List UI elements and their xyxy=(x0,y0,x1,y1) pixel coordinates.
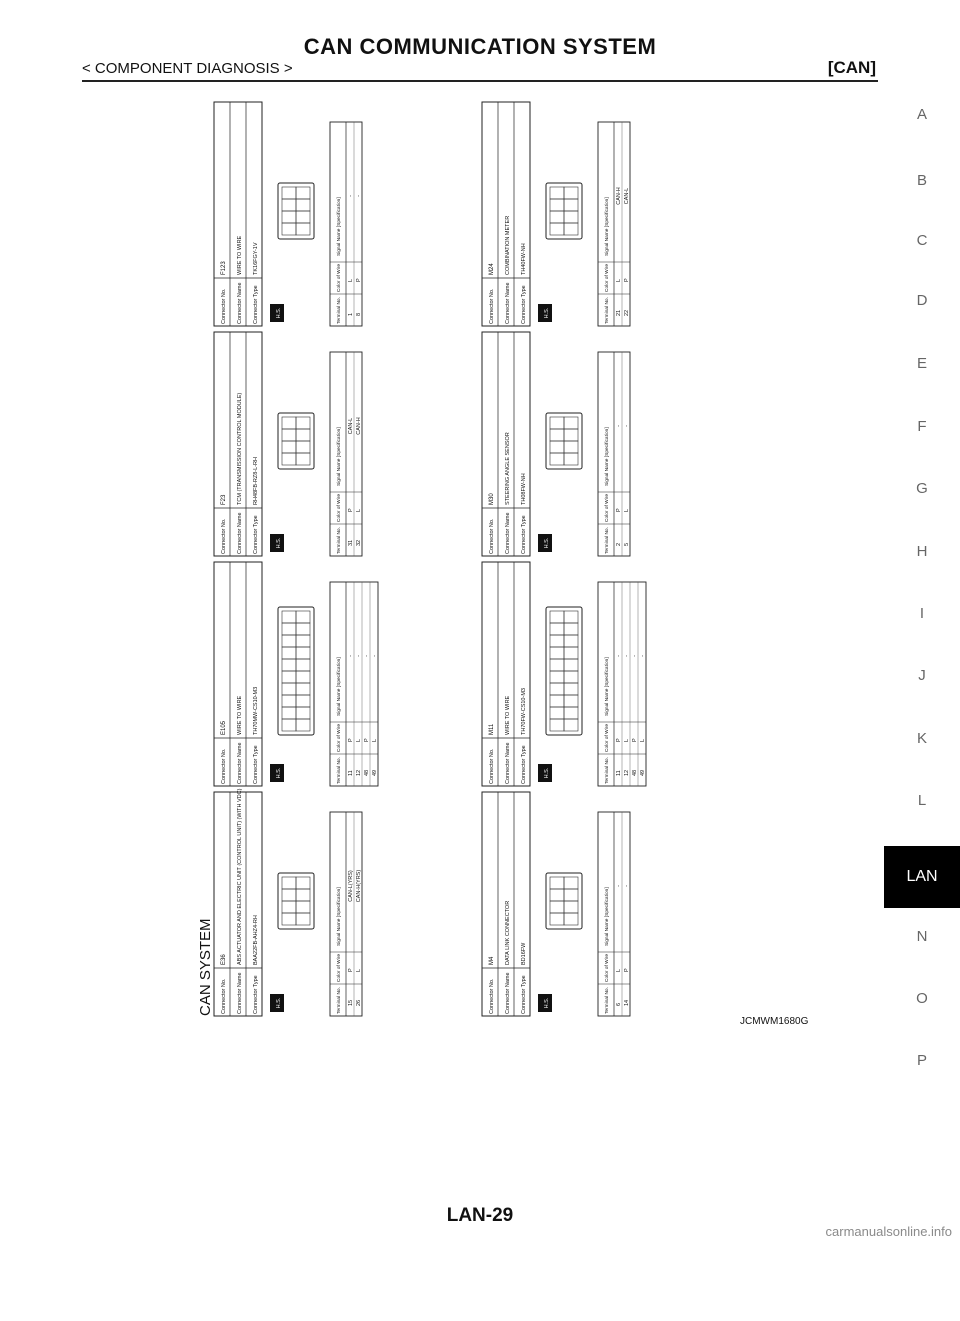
signal-name-header: Signal Name [Specification] xyxy=(605,657,610,716)
side-index-e[interactable]: E xyxy=(916,355,927,372)
connector-pin xyxy=(282,695,296,707)
hs-label: H.S. xyxy=(544,537,550,549)
signal-name: CAN-L(YRS) xyxy=(348,870,354,902)
color-header: Color of Wire xyxy=(337,494,342,522)
terminal-no: 32 xyxy=(356,539,362,546)
connector-pin xyxy=(282,889,296,901)
connector-pin xyxy=(296,889,310,901)
connector-pin xyxy=(296,623,310,635)
terminal-no: 5 xyxy=(624,542,630,546)
wire-color: P xyxy=(624,278,630,282)
terminal-no: 15 xyxy=(348,999,354,1006)
connector-pin xyxy=(550,187,564,199)
connector-pin xyxy=(550,683,564,695)
signal-name: - xyxy=(348,195,354,197)
terminal-no: 8 xyxy=(356,312,362,316)
connector-no-label: Connector No. xyxy=(489,518,495,554)
page-number: LAN-29 xyxy=(446,1205,514,1226)
connector-name: ABS ACTUATOR AND ELECTRIC UNIT (CONTROL UNIT) (WITH VDC) xyxy=(237,788,243,965)
wire-color: L xyxy=(348,278,354,282)
connector-pin xyxy=(550,913,564,925)
connector-pin xyxy=(282,671,296,683)
wire-color: P xyxy=(348,508,354,512)
connector-pin xyxy=(296,417,310,429)
signal-name: - xyxy=(624,655,630,657)
connector-name: WIRE TO WIRE xyxy=(237,235,243,275)
connector-type: BD16FW xyxy=(521,942,527,965)
terminal-no-header: Terminal No. xyxy=(605,987,610,1014)
wire-color: L xyxy=(372,738,378,742)
connector-pin xyxy=(550,647,564,659)
color-header: Color of Wire xyxy=(605,494,610,522)
connector-pin xyxy=(550,441,564,453)
connector-type-label: Connector Type xyxy=(253,515,259,554)
connector-pin xyxy=(564,453,578,465)
connector-pin xyxy=(564,671,578,683)
connector-name: COMBINATION METER xyxy=(505,215,511,275)
terminal-no: 2 xyxy=(616,542,622,546)
side-index-n[interactable]: N xyxy=(916,928,928,945)
connector-no: E36 xyxy=(221,954,227,965)
signal-name-header: Signal Name [Specification] xyxy=(337,197,342,256)
wire-color: L xyxy=(356,738,362,742)
connector-pin xyxy=(550,635,564,647)
header-rule xyxy=(82,80,878,82)
connector-pin xyxy=(296,441,310,453)
connector-pin xyxy=(282,223,296,235)
connector-block-e105 xyxy=(214,562,378,786)
connector-type: TH40FW-NH xyxy=(521,243,527,275)
page-header-title: CAN COMMUNICATION SYSTEM xyxy=(303,34,657,59)
hs-label: H.S. xyxy=(276,767,282,779)
connector-pin xyxy=(296,611,310,623)
connector-pin xyxy=(550,211,564,223)
connector-pin xyxy=(296,199,310,211)
terminal-no-header: Terminal No. xyxy=(337,297,342,324)
color-header: Color of Wire xyxy=(605,724,610,752)
connector-no-label: Connector No. xyxy=(221,978,227,1014)
connector-pin xyxy=(282,623,296,635)
terminal-no-header: Terminal No. xyxy=(605,527,610,554)
connector-pin xyxy=(550,223,564,235)
connector-no-label: Connector No. xyxy=(221,518,227,554)
signal-name: CAN-H(YRS) xyxy=(356,869,362,903)
connector-pin xyxy=(296,671,310,683)
connector-pin xyxy=(296,187,310,199)
connector-name-label: Connector Name xyxy=(505,742,511,784)
signal-name: - xyxy=(616,885,622,887)
connector-name: WIRE TO WIRE xyxy=(505,695,511,735)
connector-pin xyxy=(282,719,296,731)
connector-pin xyxy=(564,683,578,695)
connector-no: F23 xyxy=(221,494,227,505)
signal-name: - xyxy=(372,655,378,657)
connector-pin xyxy=(550,659,564,671)
wire-color: L xyxy=(356,968,362,972)
connector-name-label: Connector Name xyxy=(237,512,243,554)
terminal-no: 31 xyxy=(348,539,354,546)
figure-id: JCMWM1680G xyxy=(740,1016,809,1027)
connector-pin xyxy=(550,695,564,707)
hs-label: H.S. xyxy=(276,307,282,319)
connector-type-label: Connector Type xyxy=(253,745,259,784)
connector-type-label: Connector Type xyxy=(521,975,527,1014)
connector-no-label: Connector No. xyxy=(489,978,495,1014)
terminal-no-header: Terminal No. xyxy=(337,757,342,784)
wire-color: L xyxy=(640,738,646,742)
wire-color: P xyxy=(348,968,354,972)
signal-name: - xyxy=(624,425,630,427)
signal-name: - xyxy=(356,655,362,657)
hs-label: H.S. xyxy=(544,997,550,1009)
connector-name: STEERING ANGLE SENSOR xyxy=(505,432,511,505)
connector-pin xyxy=(564,913,578,925)
connector-pin xyxy=(282,441,296,453)
connector-pin xyxy=(282,453,296,465)
connector-pin xyxy=(564,223,578,235)
connector-pin xyxy=(564,707,578,719)
connector-pin xyxy=(282,707,296,719)
connector-pin xyxy=(296,695,310,707)
connector-pin xyxy=(282,611,296,623)
connector-pin xyxy=(550,901,564,913)
connector-pin xyxy=(564,623,578,635)
side-index-l[interactable]: L xyxy=(917,792,927,809)
terminal-no: 11 xyxy=(348,770,354,776)
signal-name: CAN-L xyxy=(348,417,354,435)
hs-label: H.S. xyxy=(544,307,550,319)
connector-name-label: Connector Name xyxy=(505,972,511,1014)
side-index-b[interactable]: B xyxy=(916,172,927,189)
wire-color: P xyxy=(624,968,630,972)
connector-pin xyxy=(550,417,564,429)
signal-name-header: Signal Name [Specification] xyxy=(337,427,342,486)
connector-type: TH70FW-CS10-M3 xyxy=(521,688,527,735)
connector-no: F123 xyxy=(221,261,227,275)
connector-pin xyxy=(564,429,578,441)
connector-pin xyxy=(564,647,578,659)
signal-name: CAN-H xyxy=(616,187,622,205)
connector-pin xyxy=(296,223,310,235)
connector-no-label: Connector No. xyxy=(489,288,495,324)
signal-name: - xyxy=(356,195,362,197)
connector-block-e36 xyxy=(214,788,362,1016)
signal-name-header: Signal Name [Specification] xyxy=(337,887,342,946)
side-index-p[interactable]: P xyxy=(916,1052,927,1069)
connector-type: TK16FGY-1V xyxy=(253,242,259,275)
connector-type-label: Connector Type xyxy=(521,515,527,554)
side-index-o[interactable]: O xyxy=(916,990,928,1007)
connector-block-m4 xyxy=(482,792,630,1016)
connector-type: BAA22FB-AHZ4-RH xyxy=(253,915,259,965)
side-index-g[interactable]: G xyxy=(916,480,928,497)
connector-pin xyxy=(564,659,578,671)
color-header: Color of Wire xyxy=(605,264,610,292)
diagram-rotated xyxy=(197,102,646,1016)
connector-block-f123 xyxy=(214,102,362,326)
connector-no-label: Connector No. xyxy=(221,748,227,784)
terminal-no: 1 xyxy=(348,312,354,316)
wire-color: P xyxy=(348,738,354,742)
wire-color: L xyxy=(356,508,362,512)
color-header: Color of Wire xyxy=(337,264,342,292)
connector-pin xyxy=(296,707,310,719)
signal-name: CAN-L xyxy=(624,187,630,205)
connector-pin xyxy=(550,671,564,683)
connector-type: TH08FW-NH xyxy=(521,473,527,505)
side-index-i[interactable]: I xyxy=(919,605,925,622)
terminal-no: 49 xyxy=(372,769,378,776)
connector-pin xyxy=(282,659,296,671)
connector-block-f23 xyxy=(214,332,362,556)
connector-pin xyxy=(564,199,578,211)
signal-name: - xyxy=(632,655,638,657)
system-tag: [CAN] xyxy=(827,58,876,77)
connector-block-m24 xyxy=(482,102,630,326)
connector-type-label: Connector Type xyxy=(521,745,527,784)
hs-label: H.S. xyxy=(276,537,282,549)
wire-color: L xyxy=(616,278,622,282)
connector-name: WIRE TO WIRE xyxy=(237,695,243,735)
connector-pin xyxy=(282,635,296,647)
signal-name-header: Signal Name [Specification] xyxy=(605,427,610,486)
side-index-c[interactable]: C xyxy=(916,232,928,249)
color-header: Color of Wire xyxy=(337,954,342,982)
connector-no: M30 xyxy=(489,493,495,505)
wire-color: P xyxy=(616,738,622,742)
connector-pin xyxy=(282,199,296,211)
wire-color: P xyxy=(356,278,362,282)
terminal-no-header: Terminal No. xyxy=(605,297,610,324)
connector-pin xyxy=(550,877,564,889)
connector-pin xyxy=(282,187,296,199)
connector-type-label: Connector Type xyxy=(253,285,259,324)
connector-name-label: Connector Name xyxy=(505,512,511,554)
connector-pin xyxy=(564,211,578,223)
connector-pin xyxy=(282,683,296,695)
side-index-lan[interactable]: LAN xyxy=(884,846,960,908)
connector-type-label: Connector Type xyxy=(253,975,259,1014)
connector-name-label: Connector Name xyxy=(237,972,243,1014)
signal-name: - xyxy=(640,655,646,657)
diagram-title: CAN SYSTEM xyxy=(197,918,214,1016)
connector-pin xyxy=(550,453,564,465)
terminal-no-header: Terminal No. xyxy=(337,527,342,554)
terminal-no: 14 xyxy=(624,999,630,1006)
signal-name-header: Signal Name [Specification] xyxy=(605,887,610,946)
connector-pin xyxy=(282,901,296,913)
connector-pin xyxy=(296,913,310,925)
connector-pin xyxy=(550,611,564,623)
connector-pin xyxy=(296,683,310,695)
connector-pin xyxy=(282,877,296,889)
wire-color: P xyxy=(632,738,638,742)
signal-name: - xyxy=(364,655,370,657)
connector-pin xyxy=(296,659,310,671)
signal-name-header: Signal Name [Specification] xyxy=(605,197,610,256)
wire-color: L xyxy=(624,738,630,742)
terminal-no: 12 xyxy=(624,769,630,776)
connector-pin xyxy=(296,647,310,659)
connector-name: DATA LINK CONNECTOR xyxy=(505,900,511,965)
terminal-no: 12 xyxy=(356,769,362,776)
connector-pin xyxy=(282,211,296,223)
color-header: Color of Wire xyxy=(605,954,610,982)
signal-name: - xyxy=(624,885,630,887)
connector-diagram-svg xyxy=(192,96,836,1316)
connector-type: RH48FB-RZ8-L-RH xyxy=(253,457,259,505)
signal-name: - xyxy=(616,655,622,657)
connector-pin xyxy=(296,429,310,441)
connector-pin xyxy=(550,707,564,719)
wire-color: P xyxy=(364,738,370,742)
connector-pin xyxy=(296,453,310,465)
connector-pin xyxy=(296,635,310,647)
connector-pin xyxy=(564,695,578,707)
connector-pin xyxy=(282,429,296,441)
side-index-a[interactable]: A xyxy=(916,106,927,123)
terminal-no: 22 xyxy=(624,309,630,316)
terminal-no: 49 xyxy=(640,769,646,776)
wire-color: L xyxy=(616,968,622,972)
signal-name: - xyxy=(616,425,622,427)
connector-diagram xyxy=(192,96,836,1316)
connector-pin xyxy=(564,611,578,623)
connector-name-label: Connector Name xyxy=(237,282,243,324)
connector-no: E105 xyxy=(221,720,227,735)
signal-name: - xyxy=(348,655,354,657)
connector-pin xyxy=(282,417,296,429)
terminal-no: 11 xyxy=(616,770,622,776)
wire-color: L xyxy=(624,508,630,512)
connector-pin xyxy=(564,901,578,913)
connector-name-label: Connector Name xyxy=(237,742,243,784)
connector-no-label: Connector No. xyxy=(489,748,495,784)
connector-pin xyxy=(564,417,578,429)
connector-pin xyxy=(564,719,578,731)
connector-pin xyxy=(296,901,310,913)
connector-no: M24 xyxy=(489,263,495,275)
connector-pin xyxy=(564,187,578,199)
signal-name: CAN-H xyxy=(356,417,362,435)
connector-block-m11 xyxy=(482,562,646,786)
connector-type-label: Connector Type xyxy=(521,285,527,324)
connector-pin xyxy=(550,623,564,635)
connector-pin xyxy=(296,211,310,223)
side-index-k[interactable]: K xyxy=(916,730,927,747)
terminal-no-header: Terminal No. xyxy=(605,757,610,784)
connector-pin xyxy=(296,877,310,889)
connector-no: M4 xyxy=(489,956,495,965)
terminal-no: 6 xyxy=(616,1002,622,1006)
side-index-j[interactable]: J xyxy=(918,667,926,684)
connector-pin xyxy=(550,199,564,211)
connector-pin xyxy=(550,719,564,731)
connector-pin xyxy=(564,441,578,453)
terminal-no: 48 xyxy=(632,769,638,776)
connector-pin xyxy=(564,889,578,901)
connector-name-label: Connector Name xyxy=(505,282,511,324)
connector-pin xyxy=(564,877,578,889)
hs-label: H.S. xyxy=(544,767,550,779)
connector-no: M11 xyxy=(489,723,495,735)
terminal-no: 21 xyxy=(616,309,622,316)
hs-label: H.S. xyxy=(276,997,282,1009)
connector-pin xyxy=(550,429,564,441)
connector-no-label: Connector No. xyxy=(221,288,227,324)
side-index-h[interactable]: H xyxy=(916,543,928,560)
color-header: Color of Wire xyxy=(337,724,342,752)
signal-name-header: Signal Name [Specification] xyxy=(337,657,342,716)
section-label: < COMPONENT DIAGNOSIS > xyxy=(82,60,293,77)
connector-pin xyxy=(282,647,296,659)
side-index-f[interactable]: F xyxy=(917,418,927,435)
connector-pin xyxy=(550,889,564,901)
connector-name: TCM (TRANSMISSION CONTROL MODULE) xyxy=(237,392,243,505)
connector-block-m30 xyxy=(482,332,630,556)
terminal-no-header: Terminal No. xyxy=(337,987,342,1014)
connector-type: TH70MW-CS10-M3 xyxy=(253,686,259,735)
connector-pin xyxy=(564,635,578,647)
connector-pin xyxy=(282,913,296,925)
terminal-no: 26 xyxy=(356,999,362,1006)
wire-color: P xyxy=(616,508,622,512)
connector-pin xyxy=(296,719,310,731)
side-index-d[interactable]: D xyxy=(916,292,928,309)
watermark: carmanualsonline.info xyxy=(825,1224,952,1239)
terminal-no: 48 xyxy=(364,769,370,776)
